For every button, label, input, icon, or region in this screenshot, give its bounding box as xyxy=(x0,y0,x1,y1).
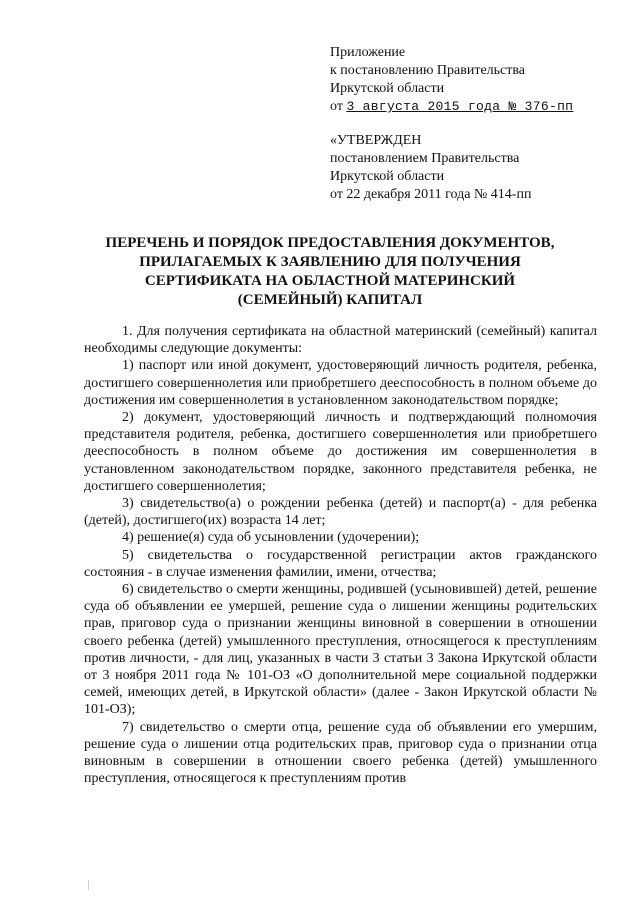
approval-line-3: Иркутской области xyxy=(330,169,445,184)
appendix-block xyxy=(330,44,620,116)
appendix-line-3: Иркутской области xyxy=(330,81,445,96)
appendix-line-2: к постановлению Правительства xyxy=(330,63,526,78)
paragraph-item-7: 7) свидетельство о смерти отца, решение суда об объявлении его умершим, решение суда о лишении отца родительских прав, приговор суда о признании отца виновным в совершении в отношении своего ребенка (детей) умышленного преступления, относящегося к преступлениям против xyxy=(84,719,597,787)
document-body xyxy=(84,323,597,787)
paragraph-item-1: 1) паспорт или иной документ, удостоверяющий личность родителя, ребенка, достигшего совершеннолетия или приобретшего дееспособность в полном объеме до достижения им совершеннолетия в установленном законодательством порядке; xyxy=(84,358,597,408)
title-line-1: ПЕРЕЧЕНЬ И ПОРЯДОК ПРЕДОСТАВЛЕНИЯ ДОКУМЕНТОВ, xyxy=(105,235,555,251)
appendix-date-prefix: от xyxy=(330,99,343,114)
paragraph-1: 1. Для получения сертификата на областной материнский (семейный) капитал необходимы следующие документы: xyxy=(84,324,597,357)
appendix-date-typed: 3 августа 2015 года № 376-пп xyxy=(346,99,574,114)
approval-line-1: «УТВЕРЖДЕН xyxy=(330,133,422,148)
paragraph-item-6: 6) свидетельство о смерти женщины, родившей (усыновившей) детей, решение суда об объявлении ее умершей, решение суда о лишении женщины родительских прав, приговор суда о признании женщины виновной в совершении в отношении своего ребенка (детей) умышленного преступления, относящегося к преступлениям против личности, - для лиц, указанных в части 3 статьи 3 Закона Иркутской области от 3 ноября 2011 года № 101-ОЗ «О дополнительной мере социальной поддержки семей, имеющих детей, в Иркутской области» (далее - Закон Иркутской области № 101-ОЗ); xyxy=(84,582,597,718)
approval-line-2: постановлением Правительства xyxy=(330,151,520,166)
document-title xyxy=(80,234,580,310)
appendix-date-line xyxy=(330,98,620,116)
approval-block xyxy=(330,132,620,204)
paragraph-item-3: 3) свидетельство(а) о рождении ребенка (детей) и паспорт(а) - для ребенка (детей), достигшего(их) возраста 14 лет; xyxy=(84,496,597,529)
title-line-4: (СЕМЕЙНЫЙ) КАПИТАЛ xyxy=(237,292,423,308)
paragraph-item-2: 2) документ, удостоверяющий личность и подтверждающий полномочия представителя родителя, ребенка, достигшего совершеннолетия или приобретшего дееспособность в полном объеме до достижения им совершеннолетия в установленном законодательством порядке, законного представителя ребенка, не достигшего совершеннолетия; xyxy=(84,410,597,494)
title-line-2: ПРИЛАГАЕМЫХ К ЗАЯВЛЕНИЮ ДЛЯ ПОЛУЧЕНИЯ xyxy=(139,254,521,270)
approval-line-4: от 22 декабря 2011 года № 414-пп xyxy=(330,187,532,202)
appendix-line-1: Приложение xyxy=(330,45,406,60)
paragraph-item-5: 5) свидетельства о государственной регистрации актов гражданского состояния - в случае изменения фамилии, имени, отчества; xyxy=(84,547,597,580)
title-line-3: СЕРТИФИКАТА НА ОБЛАСТНОЙ МАТЕРИНСКИЙ xyxy=(144,273,516,289)
paragraph-item-4: 4) решение(я) суда об усыновлении (удочерении); xyxy=(122,530,420,546)
scan-mark xyxy=(88,880,89,890)
